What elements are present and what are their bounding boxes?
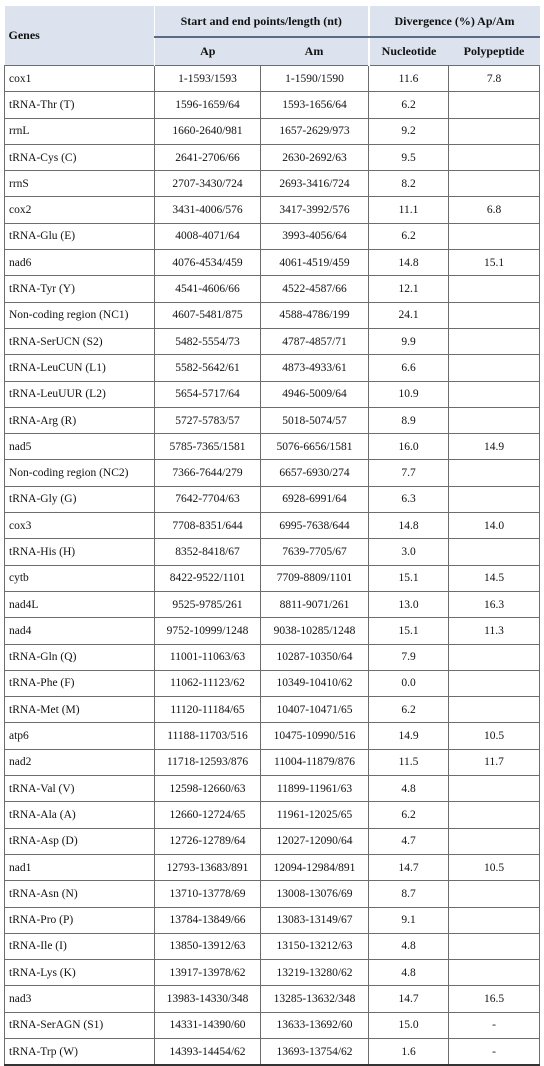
nucleotide-divergence-cell: 4.8 xyxy=(369,960,449,986)
ap-position-cell: 12660-12724/65 xyxy=(155,802,261,828)
am-position-cell: 7709-8809/1101 xyxy=(261,565,369,591)
gene-cell: tRNA-Met (M) xyxy=(5,697,155,723)
gene-cell: Non-coding region (NC1) xyxy=(5,302,155,328)
nucleotide-divergence-cell: 6.2 xyxy=(369,802,449,828)
gene-cell: cox3 xyxy=(5,513,155,539)
ap-position-cell: 5785-7365/1581 xyxy=(155,434,261,460)
nucleotide-divergence-cell: 12.1 xyxy=(369,276,449,302)
header-row-top xyxy=(5,6,540,37)
gene-cell: tRNA-Arg (R) xyxy=(5,407,155,433)
table-row xyxy=(5,302,540,328)
ap-position-cell: 1-1593/1593 xyxy=(155,66,261,92)
table-row xyxy=(5,407,540,433)
polypeptide-divergence-cell xyxy=(449,539,540,565)
polypeptide-divergence-cell: 14.9 xyxy=(449,434,540,460)
polypeptide-divergence-cell: 14.0 xyxy=(449,513,540,539)
polypeptide-divergence-cell xyxy=(449,118,540,144)
am-position-cell: 3993-4056/64 xyxy=(261,223,369,249)
table-row xyxy=(5,697,540,723)
nucleotide-divergence-cell: 4.8 xyxy=(369,933,449,959)
ap-position-cell: 11718-12593/876 xyxy=(155,749,261,775)
nucleotide-divergence-cell: 6.3 xyxy=(369,486,449,512)
start-end-group-header: Start and end points/length (nt) xyxy=(155,6,369,37)
polypeptide-divergence-cell xyxy=(449,460,540,486)
nucleotide-divergence-cell: 13.0 xyxy=(369,591,449,617)
ap-position-cell: 13710-13778/69 xyxy=(155,881,261,907)
nucleotide-divergence-cell: 6.2 xyxy=(369,697,449,723)
am-position-cell: 12094-12984/891 xyxy=(261,854,369,880)
am-position-cell: 10287-10350/64 xyxy=(261,644,369,670)
polypeptide-divergence-cell xyxy=(449,223,540,249)
polypeptide-divergence-cell xyxy=(449,407,540,433)
polypeptide-divergence-cell xyxy=(449,355,540,381)
gene-divergence-table xyxy=(4,6,540,1066)
ap-position-cell: 8352-8418/67 xyxy=(155,539,261,565)
ap-position-cell: 5482-5554/73 xyxy=(155,328,261,354)
ap-position-cell: 11062-11123/62 xyxy=(155,670,261,696)
polypeptide-divergence-cell: 16.3 xyxy=(449,591,540,617)
table-row xyxy=(5,776,540,802)
table-row xyxy=(5,486,540,512)
nucleotide-divergence-cell: 15.1 xyxy=(369,565,449,591)
ap-position-cell: 4607-5481/875 xyxy=(155,302,261,328)
nucleotide-divergence-cell: 9.2 xyxy=(369,118,449,144)
gene-cell: tRNA-Thr (T) xyxy=(5,92,155,118)
table-header xyxy=(5,6,540,66)
table-row xyxy=(5,1012,540,1038)
gene-cell: tRNA-Lys (K) xyxy=(5,960,155,986)
am-position-cell: 8811-9071/261 xyxy=(261,591,369,617)
gene-cell: tRNA-Ala (A) xyxy=(5,802,155,828)
polypeptide-divergence-cell: 15.1 xyxy=(449,250,540,276)
ap-position-cell: 1660-2640/981 xyxy=(155,118,261,144)
gene-cell: tRNA-Phe (F) xyxy=(5,670,155,696)
table-row xyxy=(5,986,540,1012)
table-row xyxy=(5,618,540,644)
polypeptide-divergence-cell xyxy=(449,302,540,328)
gene-cell: nad1 xyxy=(5,854,155,880)
nucleotide-divergence-cell: 10.9 xyxy=(369,381,449,407)
ap-position-cell: 4076-4534/459 xyxy=(155,250,261,276)
polypeptide-divergence-cell xyxy=(449,381,540,407)
ap-position-cell: 7642-7704/63 xyxy=(155,486,261,512)
ap-position-cell: 11001-11063/63 xyxy=(155,644,261,670)
am-position-cell: 13083-13149/67 xyxy=(261,907,369,933)
am-position-cell: 11899-11961/63 xyxy=(261,776,369,802)
gene-cell: tRNA-Val (V) xyxy=(5,776,155,802)
ap-position-cell: 12598-12660/63 xyxy=(155,776,261,802)
nucleotide-divergence-cell: 14.7 xyxy=(369,986,449,1012)
table-row xyxy=(5,644,540,670)
polypeptide-divergence-cell: - xyxy=(449,1038,540,1065)
polypeptide-divergence-cell: 7.8 xyxy=(449,66,540,92)
am-position-cell: 2693-3416/724 xyxy=(261,171,369,197)
nucleotide-divergence-cell: 9.9 xyxy=(369,328,449,354)
am-position-cell: 4522-4587/66 xyxy=(261,276,369,302)
am-position-cell: 6928-6991/64 xyxy=(261,486,369,512)
am-position-cell: 13219-13280/62 xyxy=(261,960,369,986)
am-position-cell: 3417-3992/576 xyxy=(261,197,369,223)
nucleotide-divergence-cell: 14.7 xyxy=(369,854,449,880)
nucleotide-divergence-cell: 4.8 xyxy=(369,776,449,802)
ap-position-cell: 13917-13978/62 xyxy=(155,960,261,986)
gene-cell: tRNA-Trp (W) xyxy=(5,1038,155,1065)
ap-position-cell: 13850-13912/63 xyxy=(155,933,261,959)
table-row xyxy=(5,723,540,749)
polypeptide-divergence-cell xyxy=(449,670,540,696)
ap-position-cell: 13784-13849/66 xyxy=(155,907,261,933)
ap-position-cell: 5582-5642/61 xyxy=(155,355,261,381)
gene-cell: nad4L xyxy=(5,591,155,617)
table-row xyxy=(5,907,540,933)
ap-position-cell: 12726-12789/64 xyxy=(155,828,261,854)
polypeptide-divergence-cell xyxy=(449,933,540,959)
polypeptide-divergence-cell xyxy=(449,144,540,170)
am-position-cell: 13008-13076/69 xyxy=(261,881,369,907)
table-row xyxy=(5,881,540,907)
am-position-cell: 6657-6930/274 xyxy=(261,460,369,486)
gene-cell: cytb xyxy=(5,565,155,591)
am-position-cell: 4873-4933/61 xyxy=(261,355,369,381)
polypeptide-divergence-cell: 10.5 xyxy=(449,854,540,880)
polypeptide-divergence-cell xyxy=(449,486,540,512)
nucleotide-divergence-cell: 11.6 xyxy=(369,66,449,92)
table-row xyxy=(5,92,540,118)
polypeptide-divergence-cell xyxy=(449,802,540,828)
am-position-cell: 13150-13212/63 xyxy=(261,933,369,959)
polypeptide-divergence-cell xyxy=(449,776,540,802)
nucleotide-divergence-cell: 1.6 xyxy=(369,1038,449,1065)
nucleotide-divergence-cell: 6.6 xyxy=(369,355,449,381)
am-position-cell: 13633-13692/60 xyxy=(261,1012,369,1038)
polypeptide-divergence-cell xyxy=(449,276,540,302)
polypeptide-divergence-cell: 11.3 xyxy=(449,618,540,644)
table-row xyxy=(5,960,540,986)
gene-cell: tRNA-SerUCN (S2) xyxy=(5,328,155,354)
am-position-cell: 5018-5074/57 xyxy=(261,407,369,433)
genes-column-header: Genes xyxy=(5,6,155,66)
nucleotide-divergence-cell: 6.2 xyxy=(369,223,449,249)
polypeptide-divergence-cell xyxy=(449,907,540,933)
gene-cell: tRNA-Pro (P) xyxy=(5,907,155,933)
am-position-cell: 11004-11879/876 xyxy=(261,749,369,775)
nucleotide-divergence-cell: 8.7 xyxy=(369,881,449,907)
nucleotide-divergence-cell: 9.5 xyxy=(369,144,449,170)
gene-cell: tRNA-Tyr (Y) xyxy=(5,276,155,302)
nucleotide-divergence-cell: 6.2 xyxy=(369,92,449,118)
nucleotide-divergence-cell: 4.7 xyxy=(369,828,449,854)
table-row xyxy=(5,171,540,197)
table-body xyxy=(5,66,540,1066)
nucleotide-divergence-cell: 7.7 xyxy=(369,460,449,486)
am-position-cell: 7639-7705/67 xyxy=(261,539,369,565)
gene-cell: nad6 xyxy=(5,250,155,276)
table-row xyxy=(5,933,540,959)
polypeptide-divergence-cell: 10.5 xyxy=(449,723,540,749)
table-row xyxy=(5,144,540,170)
am-position-cell: 2630-2692/63 xyxy=(261,144,369,170)
gene-cell: tRNA-Gly (G) xyxy=(5,486,155,512)
gene-cell: nad5 xyxy=(5,434,155,460)
polypeptide-divergence-cell xyxy=(449,92,540,118)
table-row xyxy=(5,355,540,381)
table-row xyxy=(5,854,540,880)
nucleotide-column-header: Nucleotide xyxy=(369,37,449,66)
ap-position-cell: 1596-1659/64 xyxy=(155,92,261,118)
table-row xyxy=(5,381,540,407)
gene-cell: tRNA-His (H) xyxy=(5,539,155,565)
polypeptide-column-header: Polypeptide xyxy=(449,37,540,66)
am-position-cell: 5076-6656/1581 xyxy=(261,434,369,460)
nucleotide-divergence-cell: 8.2 xyxy=(369,171,449,197)
ap-position-cell: 5654-5717/64 xyxy=(155,381,261,407)
gene-cell: tRNA-Gln (Q) xyxy=(5,644,155,670)
gene-cell: nad3 xyxy=(5,986,155,1012)
table-row xyxy=(5,197,540,223)
polypeptide-divergence-cell: 6.8 xyxy=(449,197,540,223)
ap-position-cell: 9525-9785/261 xyxy=(155,591,261,617)
polypeptide-divergence-cell xyxy=(449,697,540,723)
gene-cell: rrnS xyxy=(5,171,155,197)
nucleotide-divergence-cell: 0.0 xyxy=(369,670,449,696)
am-position-cell: 13693-13754/62 xyxy=(261,1038,369,1065)
am-position-cell: 13285-13632/348 xyxy=(261,986,369,1012)
ap-position-cell: 7708-8351/644 xyxy=(155,513,261,539)
nucleotide-divergence-cell: 16.0 xyxy=(369,434,449,460)
nucleotide-divergence-cell: 3.0 xyxy=(369,539,449,565)
table-row xyxy=(5,802,540,828)
am-column-header: Am xyxy=(261,37,369,66)
gene-cell: tRNA-Cys (C) xyxy=(5,144,155,170)
am-position-cell: 4588-4786/199 xyxy=(261,302,369,328)
ap-position-cell: 5727-5783/57 xyxy=(155,407,261,433)
am-position-cell: 10475-10990/516 xyxy=(261,723,369,749)
ap-column-header: Ap xyxy=(155,37,261,66)
ap-position-cell: 7366-7644/279 xyxy=(155,460,261,486)
am-position-cell: 1657-2629/973 xyxy=(261,118,369,144)
polypeptide-divergence-cell: - xyxy=(449,1012,540,1038)
ap-position-cell: 13983-14330/348 xyxy=(155,986,261,1012)
polypeptide-divergence-cell: 11.7 xyxy=(449,749,540,775)
table-row xyxy=(5,591,540,617)
polypeptide-divergence-cell xyxy=(449,644,540,670)
table-row xyxy=(5,223,540,249)
table-row xyxy=(5,276,540,302)
gene-cell: tRNA-LeuUUR (L2) xyxy=(5,381,155,407)
ap-position-cell: 11120-11184/65 xyxy=(155,697,261,723)
am-position-cell: 4061-4519/459 xyxy=(261,250,369,276)
nucleotide-divergence-cell: 14.8 xyxy=(369,250,449,276)
polypeptide-divergence-cell: 14.5 xyxy=(449,565,540,591)
polypeptide-divergence-cell xyxy=(449,171,540,197)
am-position-cell: 4787-4857/71 xyxy=(261,328,369,354)
ap-position-cell: 4008-4071/64 xyxy=(155,223,261,249)
polypeptide-divergence-cell xyxy=(449,960,540,986)
nucleotide-divergence-cell: 14.8 xyxy=(369,513,449,539)
ap-position-cell: 14393-14454/62 xyxy=(155,1038,261,1065)
am-position-cell: 11961-12025/65 xyxy=(261,802,369,828)
divergence-group-header: Divergence (%) Ap/Am xyxy=(369,6,540,37)
table-row xyxy=(5,328,540,354)
table-row xyxy=(5,1038,540,1065)
am-position-cell: 1-1590/1590 xyxy=(261,66,369,92)
am-position-cell: 1593-1656/64 xyxy=(261,92,369,118)
gene-cell: nad4 xyxy=(5,618,155,644)
nucleotide-divergence-cell: 11.5 xyxy=(369,749,449,775)
gene-cell: rrnL xyxy=(5,118,155,144)
nucleotide-divergence-cell: 8.9 xyxy=(369,407,449,433)
gene-cell: tRNA-LeuCUN (L1) xyxy=(5,355,155,381)
gene-cell: nad2 xyxy=(5,749,155,775)
polypeptide-divergence-cell xyxy=(449,828,540,854)
ap-position-cell: 4541-4606/66 xyxy=(155,276,261,302)
gene-cell: cox1 xyxy=(5,66,155,92)
am-position-cell: 10349-10410/62 xyxy=(261,670,369,696)
gene-cell: tRNA-Asp (D) xyxy=(5,828,155,854)
nucleotide-divergence-cell: 9.1 xyxy=(369,907,449,933)
gene-cell: Non-coding region (NC2) xyxy=(5,460,155,486)
gene-cell: tRNA-SerAGN (S1) xyxy=(5,1012,155,1038)
nucleotide-divergence-cell: 15.0 xyxy=(369,1012,449,1038)
table-row xyxy=(5,250,540,276)
gene-cell: atp6 xyxy=(5,723,155,749)
am-position-cell: 9038-10285/1248 xyxy=(261,618,369,644)
nucleotide-divergence-cell: 11.1 xyxy=(369,197,449,223)
gene-cell: tRNA-Ile (I) xyxy=(5,933,155,959)
nucleotide-divergence-cell: 15.1 xyxy=(369,618,449,644)
nucleotide-divergence-cell: 24.1 xyxy=(369,302,449,328)
table-row xyxy=(5,565,540,591)
ap-position-cell: 2641-2706/66 xyxy=(155,144,261,170)
am-position-cell: 6995-7638/644 xyxy=(261,513,369,539)
gene-cell: cox2 xyxy=(5,197,155,223)
gene-cell: tRNA-Asn (N) xyxy=(5,881,155,907)
table-row xyxy=(5,749,540,775)
table-row xyxy=(5,828,540,854)
gene-cell: tRNA-Glu (E) xyxy=(5,223,155,249)
ap-position-cell: 12793-13683/891 xyxy=(155,854,261,880)
table-row xyxy=(5,118,540,144)
nucleotide-divergence-cell: 7.9 xyxy=(369,644,449,670)
ap-position-cell: 8422-9522/1101 xyxy=(155,565,261,591)
polypeptide-divergence-cell: 16.5 xyxy=(449,986,540,1012)
table-row xyxy=(5,434,540,460)
table-row xyxy=(5,513,540,539)
nucleotide-divergence-cell: 14.9 xyxy=(369,723,449,749)
table-row xyxy=(5,460,540,486)
am-position-cell: 4946-5009/64 xyxy=(261,381,369,407)
polypeptide-divergence-cell xyxy=(449,881,540,907)
ap-position-cell: 2707-3430/724 xyxy=(155,171,261,197)
table-row xyxy=(5,670,540,696)
table-row xyxy=(5,66,540,92)
am-position-cell: 10407-10471/65 xyxy=(261,697,369,723)
ap-position-cell: 3431-4006/576 xyxy=(155,197,261,223)
ap-position-cell: 9752-10999/1248 xyxy=(155,618,261,644)
am-position-cell: 12027-12090/64 xyxy=(261,828,369,854)
table-row xyxy=(5,539,540,565)
ap-position-cell: 11188-11703/516 xyxy=(155,723,261,749)
polypeptide-divergence-cell xyxy=(449,328,540,354)
ap-position-cell: 14331-14390/60 xyxy=(155,1012,261,1038)
